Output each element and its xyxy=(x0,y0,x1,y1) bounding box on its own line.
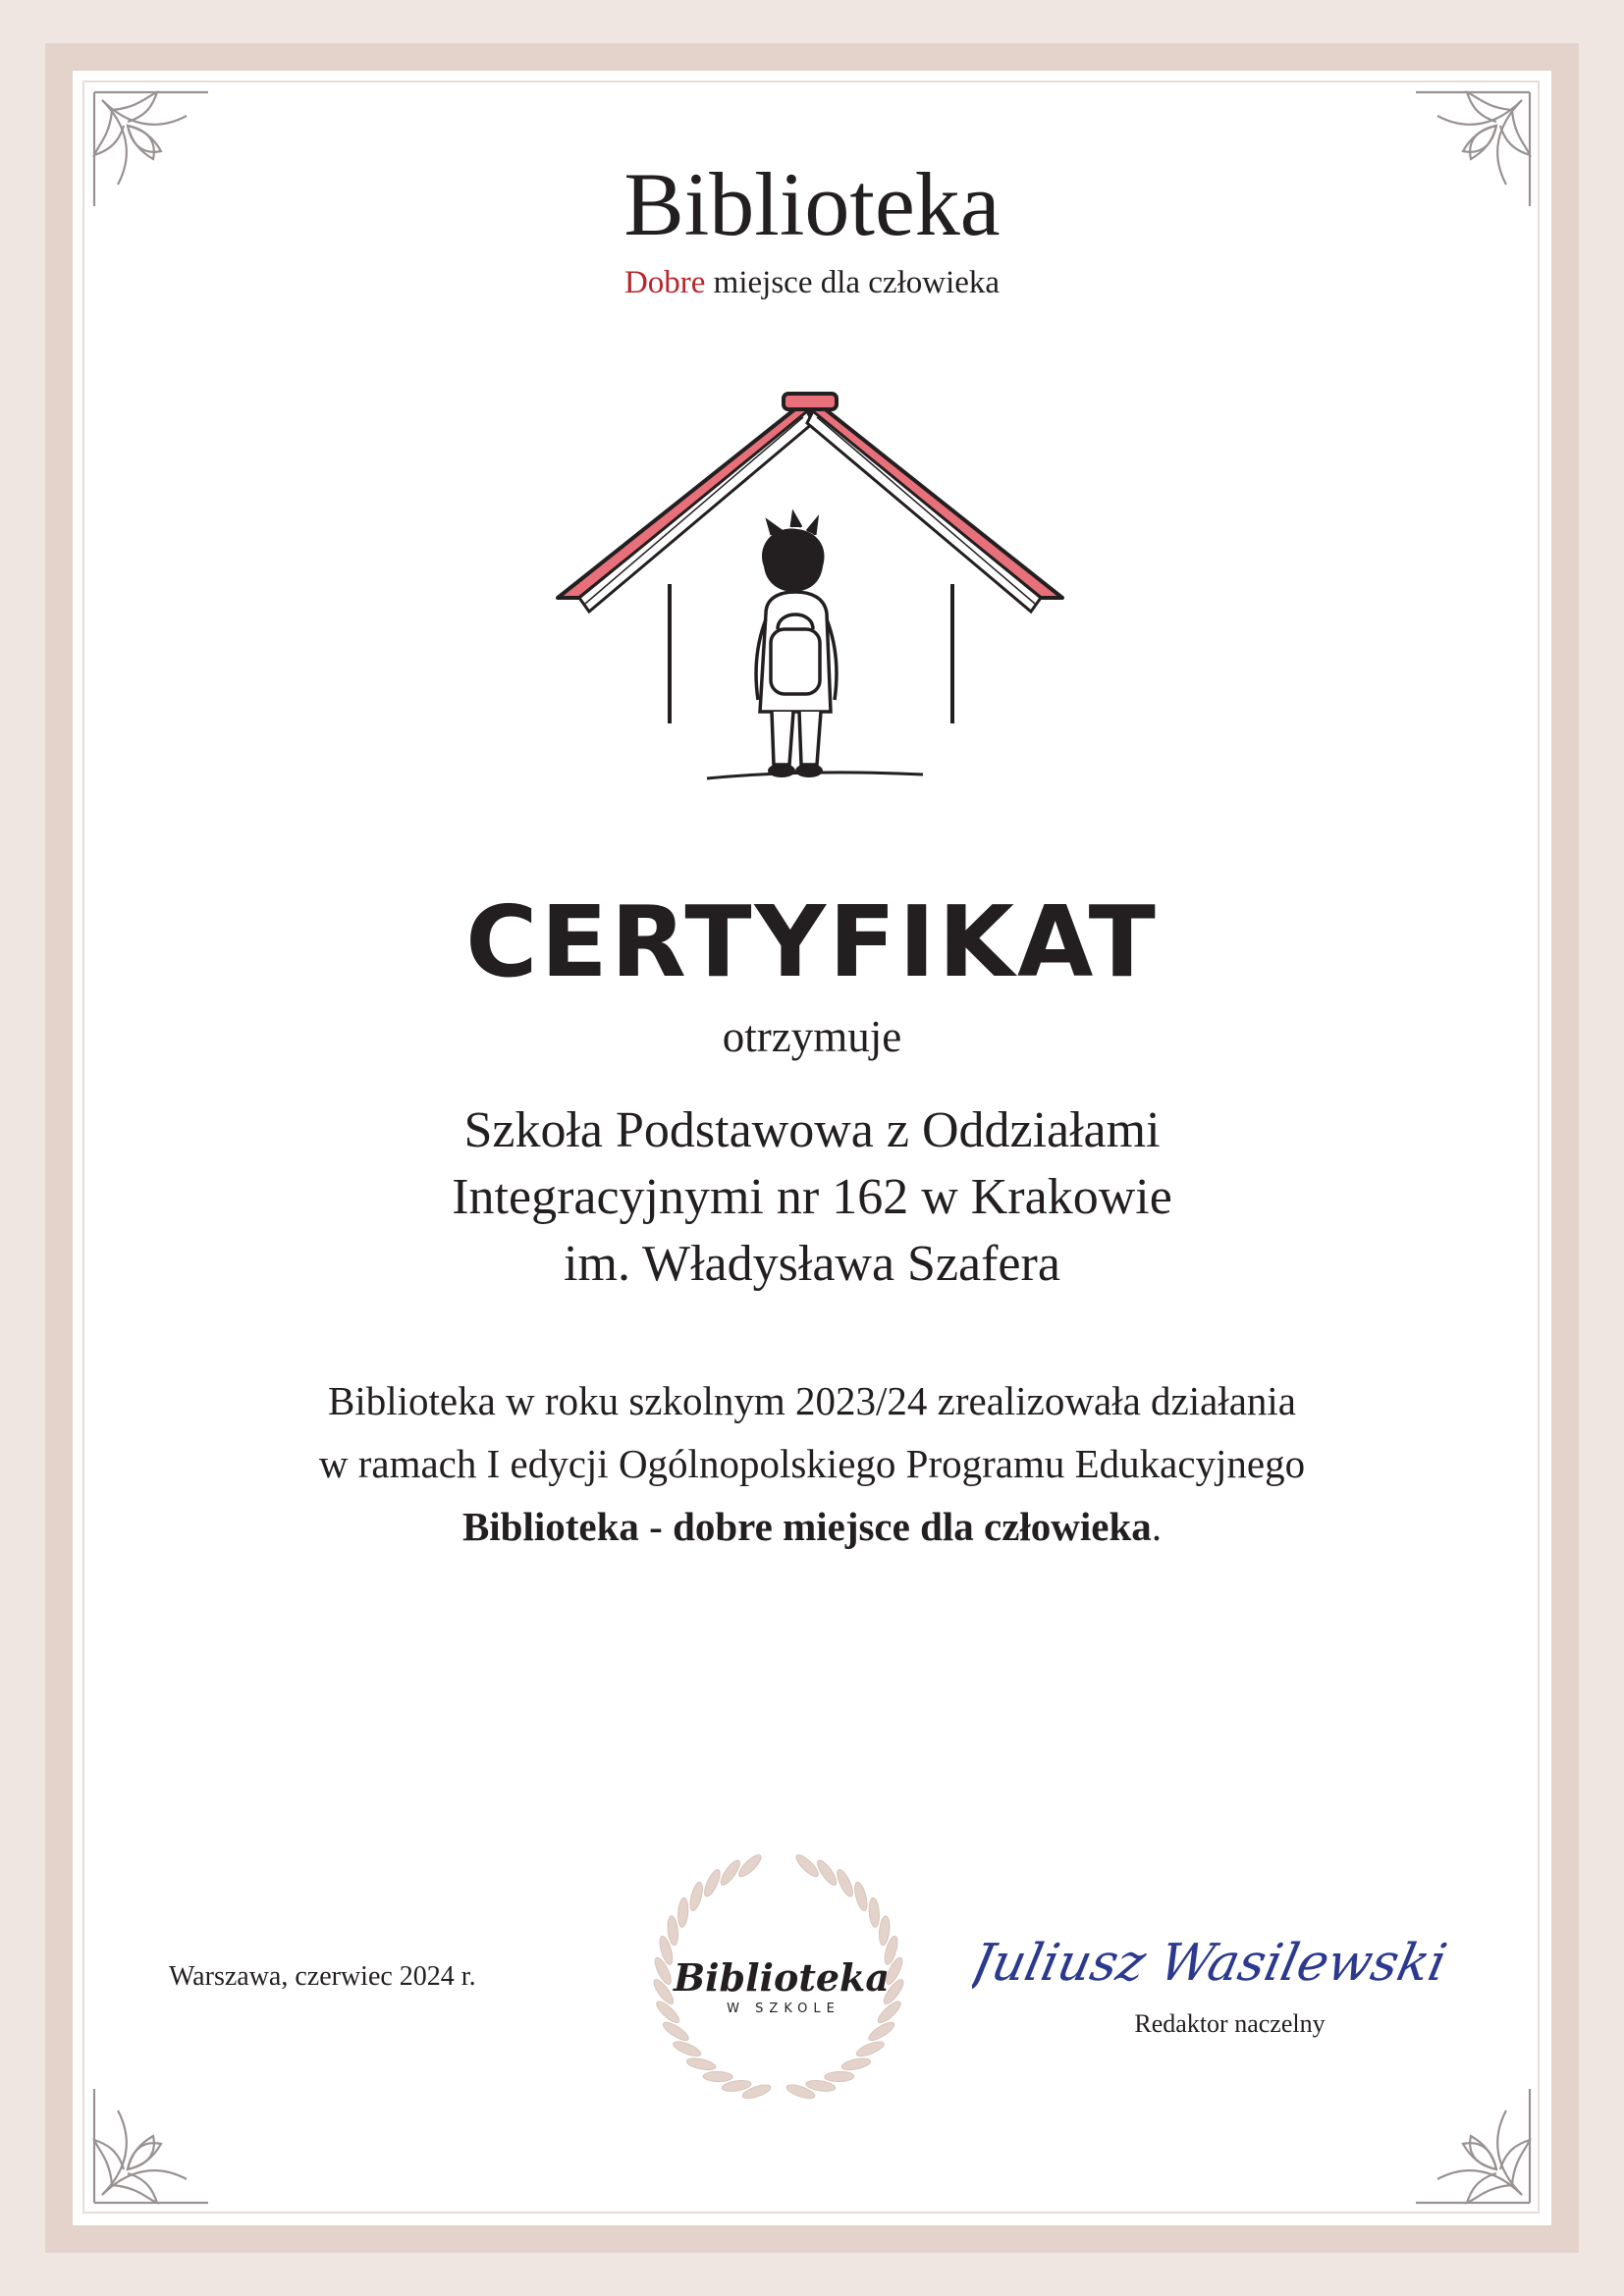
recipient-line: Szkoła Podstawowa z Oddziałami xyxy=(463,1102,1161,1158)
laurel-leaf xyxy=(852,1881,869,1912)
recipient-label: otrzymuje xyxy=(722,1012,902,1061)
corner-ornament-icon xyxy=(88,2081,216,2209)
place-date: Warszawa, czerwiec 2024 r. xyxy=(169,1961,476,1992)
laurel-leaf xyxy=(868,1897,880,1928)
certificate-title: CERTYFIKAT xyxy=(465,884,1159,999)
laurel-leaf xyxy=(736,1852,764,1880)
signer-role: Redaktor naczelny xyxy=(1134,2009,1326,2038)
brand-title: Biblioteka xyxy=(623,154,1001,254)
signature-text: Juliusz Wasilewski xyxy=(972,1933,1452,1993)
seal-laurel-icon xyxy=(636,1836,921,2120)
laurel-leaf xyxy=(672,2039,703,2059)
description-end: . xyxy=(1151,1504,1163,1549)
description-line xyxy=(0,1495,1624,1558)
description xyxy=(0,1369,1624,1558)
laurel-leaf xyxy=(840,2056,871,2072)
book-house-illustration xyxy=(550,388,1070,790)
laurel-leaf xyxy=(703,2071,732,2082)
program-name: Biblioteka - dobre miejsce dla człowieka xyxy=(461,1504,1152,1549)
seal-subtitle: W SZKOLE xyxy=(727,2002,840,2016)
laurel-leaf xyxy=(702,1868,724,1898)
recipient-line: Integracyjnymi nr 162 w Krakowie xyxy=(452,1169,1172,1225)
laurel-leaf xyxy=(667,1915,679,1946)
tagline-accent: Dobre xyxy=(623,265,706,300)
laurel-leaf xyxy=(855,2039,887,2059)
brand-tagline xyxy=(0,265,1624,301)
description-line: w ramach I edycji Ogólnopolskiego Programu Edukacyjnego xyxy=(318,1441,1306,1486)
laurel-leaf xyxy=(878,1915,891,1946)
recipient-name xyxy=(0,1097,1624,1298)
signature xyxy=(972,1919,1463,2007)
laurel-leaf xyxy=(793,1852,821,1880)
description-line: Biblioteka w roku szkolnym 2023/24 zrealizowała działania xyxy=(328,1378,1296,1423)
recipient-line: im. Władysława Szafera xyxy=(564,1236,1060,1292)
laurel-leaf xyxy=(835,1868,856,1898)
laurel-leaf xyxy=(685,2056,716,2072)
laurel-leaf xyxy=(688,1881,705,1912)
seal-title: Biblioteka xyxy=(673,1955,891,2000)
corner-ornament-icon xyxy=(1408,2081,1536,2209)
tagline-rest: miejsce dla człowieka xyxy=(705,265,1001,300)
laurel-leaf xyxy=(677,1897,689,1928)
laurel-leaf xyxy=(825,2071,854,2082)
